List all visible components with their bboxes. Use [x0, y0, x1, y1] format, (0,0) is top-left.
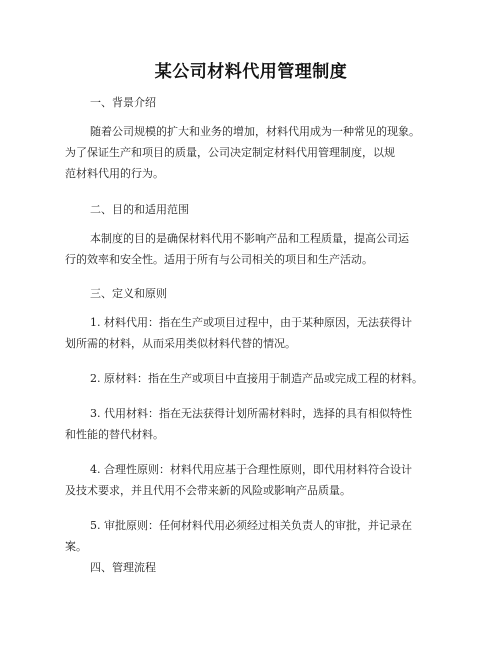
- list-item-definition-4: [65, 459, 412, 501]
- paragraph-line: 5. 审批原则：任何材料代用必须经过相关负责人的审批，并记录在: [90, 519, 412, 532]
- list-item-definition-5: [65, 515, 412, 557]
- paragraph-line: 4. 合理性原则：材料代用应基于合理性原则，即代用材料符合设计: [90, 463, 412, 476]
- paragraph-background: [65, 121, 420, 184]
- paragraph-line: 本制度的目的是确保材料代用不影响产品和工程质量，提高公司运: [90, 232, 409, 245]
- paragraph-line: 3. 代用材料：指在无法获得计划所需材料时，选择的具有相似特性: [90, 407, 412, 420]
- list-item-definition-3: [65, 403, 412, 445]
- document-title: 某公司材料代用管理制度: [154, 62, 348, 82]
- list-item-definition-1: [65, 312, 412, 354]
- section-heading-purpose: 二、目的和适用范围: [90, 203, 189, 216]
- section-heading-definitions: 三、定义和原则: [90, 287, 167, 300]
- list-item-definition-2: [65, 368, 423, 389]
- paragraph-line: 及技术要求，并且代用不会带来新的风险或影响产品质量。: [65, 484, 351, 497]
- section-heading-process: 四、管理流程: [90, 561, 156, 574]
- section-heading-background: 一、背景介绍: [90, 96, 156, 109]
- paragraph-line: 划所需的材料，从而采用类似材料代替的情况。: [65, 337, 296, 350]
- paragraph-line: 随着公司规模的扩大和业务的增加，材料代用成为一种常见的现象。: [90, 125, 420, 138]
- paragraph-line: 2. 原材料：指在生产或项目中直接用于制造产品或完成工程的材料。: [90, 372, 423, 385]
- paragraph-line: 为了保证生产和项目的质量，公司决定制定材料代用管理制度，以规: [65, 146, 395, 159]
- paragraph-line: 行的效率和安全性。适用于所有与公司相关的项目和生产活动。: [65, 253, 373, 266]
- paragraph-purpose: [65, 228, 409, 270]
- paragraph-line: 案。: [65, 540, 87, 553]
- paragraph-line: 1. 材料代用：指在生产或项目过程中，由于某种原因，无法获得计: [90, 316, 412, 329]
- paragraph-line: 和性能的替代材料。: [65, 428, 164, 441]
- paragraph-line: 范材料代用的行为。: [65, 167, 164, 180]
